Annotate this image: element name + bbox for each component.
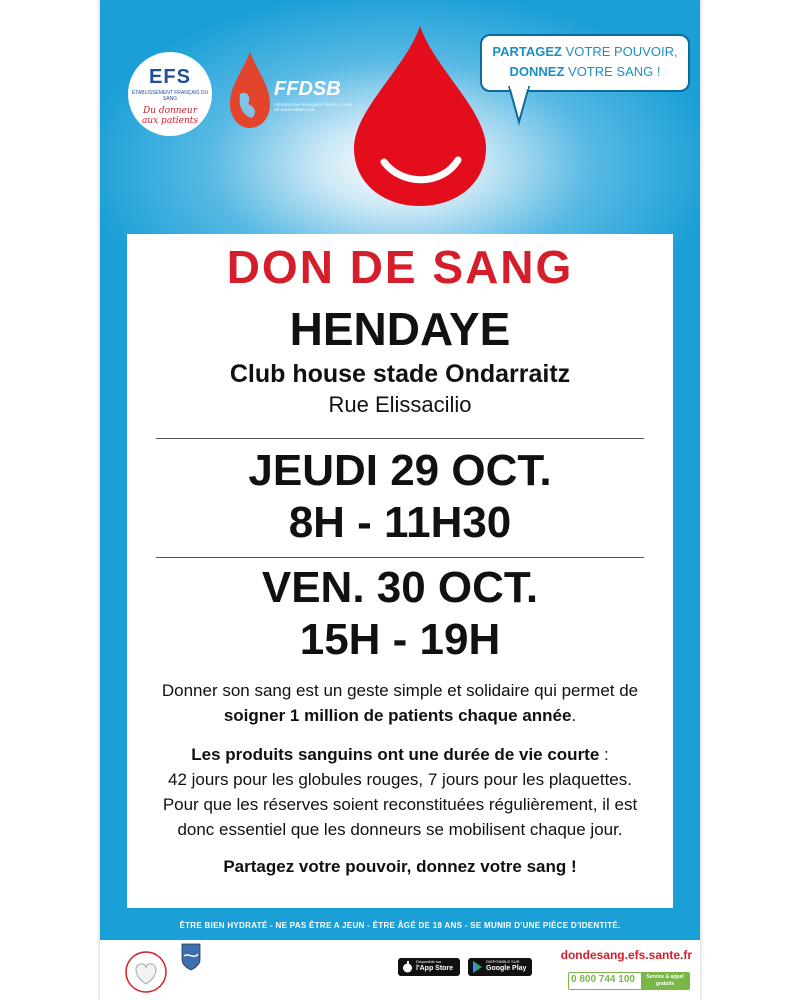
local-association-logo [122,944,170,996]
efs-logo-tagline: Du donneur aux patients [141,106,199,126]
website-link[interactable]: dondesang.efs.sante.fr [560,948,692,962]
efs-logo-fullname: ÉTABLISSEMENT FRANÇAIS DU SANG [131,90,209,102]
divider [156,557,644,558]
requirements-bar: ÊTRE BIEN HYDRATÉ - NE PAS ÊTRE A JEUN - ÊTRE ÂGÉ DE 18 ANS - SE MUNIR D'UNE PIÈCE D'IDENTITÉ. [179,921,621,930]
speech-line-1: PARTAGEZ VOTRE POUVOIR, [492,44,678,59]
phone-number[interactable] [568,972,690,990]
speech-line-2: DONNEZ VOTRE SANG ! [509,64,661,79]
info-card [127,234,673,908]
hendaye-logo [176,942,206,998]
blood-drop-icon [348,24,492,208]
session-1-hours: 8H - 11H30 [288,498,512,547]
app-store-badge[interactable]: Disponible sur l'App Store [398,958,460,976]
ffdsb-logo [228,50,368,140]
ffdsb-logo-abbr: FFDSB [274,78,341,100]
speech-tail [505,86,535,126]
poster [100,0,700,1000]
efs-logo [128,52,212,136]
speech-bubble [480,34,690,92]
phone-digits: 0 800 744 100 [571,974,635,985]
venue-name: Club house stade Ondarraitz [229,360,571,388]
event-title: DON DE SANG [226,241,574,293]
closing-slogan: Partagez votre pouvoir, donnez votre sang ! [223,857,577,876]
google-play-icon [472,961,483,973]
footer [100,940,700,1000]
divider [156,438,644,439]
products-paragraph: Les produits sanguins ont une durée de vie courte : 42 jours pour les globules rouges, 7 jours pour les plaquettes. Pour que les réserves soient reconstituées régulièrement, il est donc essentiel que les donneurs se mobilisent chaque jour. [162,745,638,839]
ffdsb-logo-fullname: FÉDÉRATION FRANÇAISE POUR LE DON DE SANG BÉNÉVOLE [274,102,353,112]
session-2-day: VEN. 30 OCT. [261,563,539,612]
efs-logo-abbr: EFS [149,66,191,88]
ffdsb-drop-icon [228,50,272,130]
session-1-day: JEUDI 29 OCT. [248,446,552,495]
google-play-badge[interactable]: DISPONIBLE SUR Google Play [468,958,532,976]
street-address: Rue Elissacilio [328,392,472,417]
phone-free-tag: Service & appel gratuits [641,973,689,989]
session-2 [127,562,673,666]
session-1 [127,445,673,549]
apple-icon [402,961,413,973]
hendaye-crest-icon [180,942,202,972]
city-name: HENDAYE [289,303,511,355]
intro-paragraph: Donner son sang est un geste simple et solidaire qui permet de soigner 1 million de patients chaque année. [161,681,639,725]
session-2-hours: 15H - 19H [299,615,501,664]
